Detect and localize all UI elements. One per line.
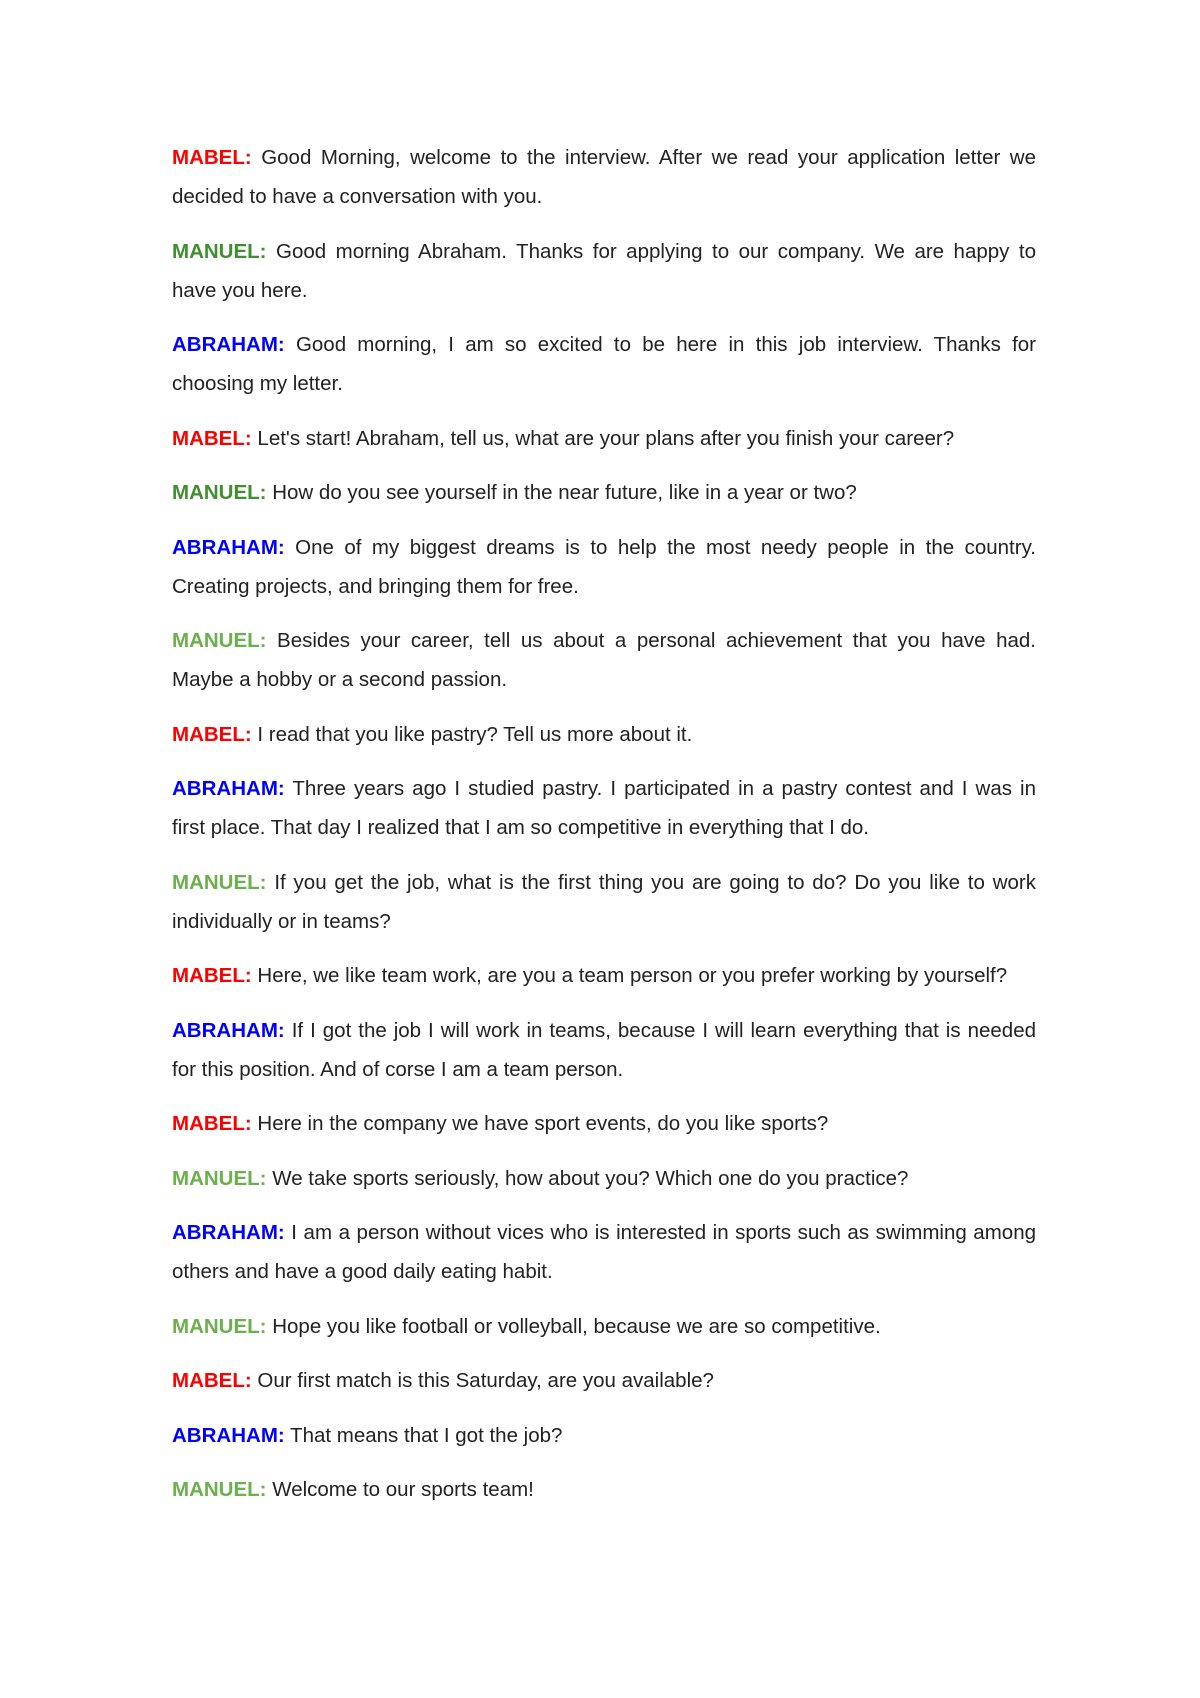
dialogue-line-manuel — [172, 863, 1036, 941]
dialogue-line-mabel — [172, 138, 1036, 216]
dialogue-line-mabel — [172, 1361, 1036, 1400]
speaker-name-abraham: ABRAHAM: — [172, 1221, 285, 1244]
dialogue-text: We take sports seriously, how about you? Which one do you practice? — [266, 1166, 909, 1190]
speaker-name-mabel: MABEL: — [172, 1369, 252, 1392]
dialogue-text: If I got the job I will work in teams, because I will learn everything that is needed for this position. And of corse I am a team person. — [172, 1018, 1036, 1081]
speaker-name-manuel: MANUEL: — [172, 481, 267, 504]
dialogue-text: How do you see yourself in the near future, like in a year or two? — [266, 481, 857, 504]
dialogue-line-mabel — [172, 956, 1036, 995]
dialogue-text: Here in the company we have sport events, do you like sports? — [251, 1112, 829, 1135]
speaker-name-mabel: MABEL: — [172, 146, 252, 169]
speaker-name-mabel: MABEL: — [172, 722, 252, 746]
dialogue-line-manuel — [172, 621, 1036, 699]
dialogue-line-abraham — [172, 1213, 1036, 1291]
speaker-name-manuel: MANUEL: — [172, 1314, 267, 1338]
dialogue-text: Hope you like football or volleyball, because we are so competitive. — [266, 1314, 881, 1338]
speaker-name-abraham: ABRAHAM: — [172, 333, 285, 356]
dialogue-line-abraham — [172, 769, 1036, 847]
dialogue-line-manuel — [172, 1470, 1036, 1509]
dialogue-line-manuel — [172, 473, 1036, 512]
dialogue-line-mabel — [172, 1104, 1036, 1143]
dialogue-line-mabel — [172, 419, 1036, 458]
dialogue-text: Let's start! Abraham, tell us, what are your plans after you finish your career? — [251, 426, 955, 450]
speaker-name-manuel: MANUEL: — [172, 629, 267, 652]
dialogue-text: Welcome to our sports team! — [266, 1478, 534, 1501]
speaker-name-abraham: ABRAHAM: — [172, 1018, 285, 1042]
speaker-name-manuel: MANUEL: — [172, 239, 267, 263]
dialogue-line-abraham — [172, 1416, 1036, 1455]
dialogue-line-abraham — [172, 528, 1036, 606]
dialogue-text: One of my biggest dreams is to help the most needy people in the country. Creating projects, and bringing them for free. — [172, 535, 1036, 598]
speaker-name-mabel: MABEL: — [172, 426, 252, 450]
speaker-name-manuel: MANUEL: — [172, 870, 267, 894]
dialogue-line-abraham — [172, 325, 1036, 403]
dialogue-text: Here, we like team work, are you a team person or you prefer working by yourself? — [251, 964, 1008, 987]
dialogue-text: Good morning Abraham. Thanks for applying to our company. We are happy to have you here. — [172, 239, 1036, 302]
speaker-name-manuel: MANUEL: — [172, 1478, 267, 1501]
dialogue-text: Besides your career, tell us about a personal achievement that you have had. Maybe a hobby or a second passion. — [172, 629, 1036, 691]
dialogue-text: I am a person without vices who is interested in sports such as swimming among others and have a good daily eating habit. — [172, 1221, 1036, 1283]
dialogue-line-manuel — [172, 1159, 1036, 1198]
speaker-name-mabel: MABEL: — [172, 1112, 252, 1135]
speaker-name-mabel: MABEL: — [172, 964, 252, 987]
dialogue-line-abraham — [172, 1011, 1036, 1089]
dialogue-text: If you get the job, what is the first thing you are going to do? Do you like to work individually or in teams? — [172, 870, 1036, 933]
speaker-name-abraham: ABRAHAM: — [172, 535, 285, 559]
dialogue-text: Three years ago I studied pastry. I participated in a pastry contest and I was in first place. That day I realized that I am so competitive in everything that I do. — [172, 777, 1036, 839]
speaker-name-abraham: ABRAHAM: — [172, 777, 285, 800]
dialogue-text: I read that you like pastry? Tell us more about it. — [251, 722, 693, 746]
dialogue-line-manuel — [172, 1307, 1036, 1346]
dialogue-text: That means that I got the job? — [284, 1423, 563, 1447]
dialogue-text: Good Morning, welcome to the interview. After we read your application letter we decided to have a conversation with you. — [172, 146, 1036, 208]
dialogue-text: Good morning, I am so excited to be here in this job interview. Thanks for choosing my letter. — [172, 333, 1036, 395]
speaker-name-manuel: MANUEL: — [172, 1166, 267, 1190]
speaker-name-abraham: ABRAHAM: — [172, 1423, 285, 1447]
dialogue-text: Our first match is this Saturday, are you available? — [251, 1369, 714, 1392]
document-page — [172, 138, 1036, 1525]
dialogue-line-manuel — [172, 232, 1036, 310]
dialogue-line-mabel — [172, 715, 1036, 754]
